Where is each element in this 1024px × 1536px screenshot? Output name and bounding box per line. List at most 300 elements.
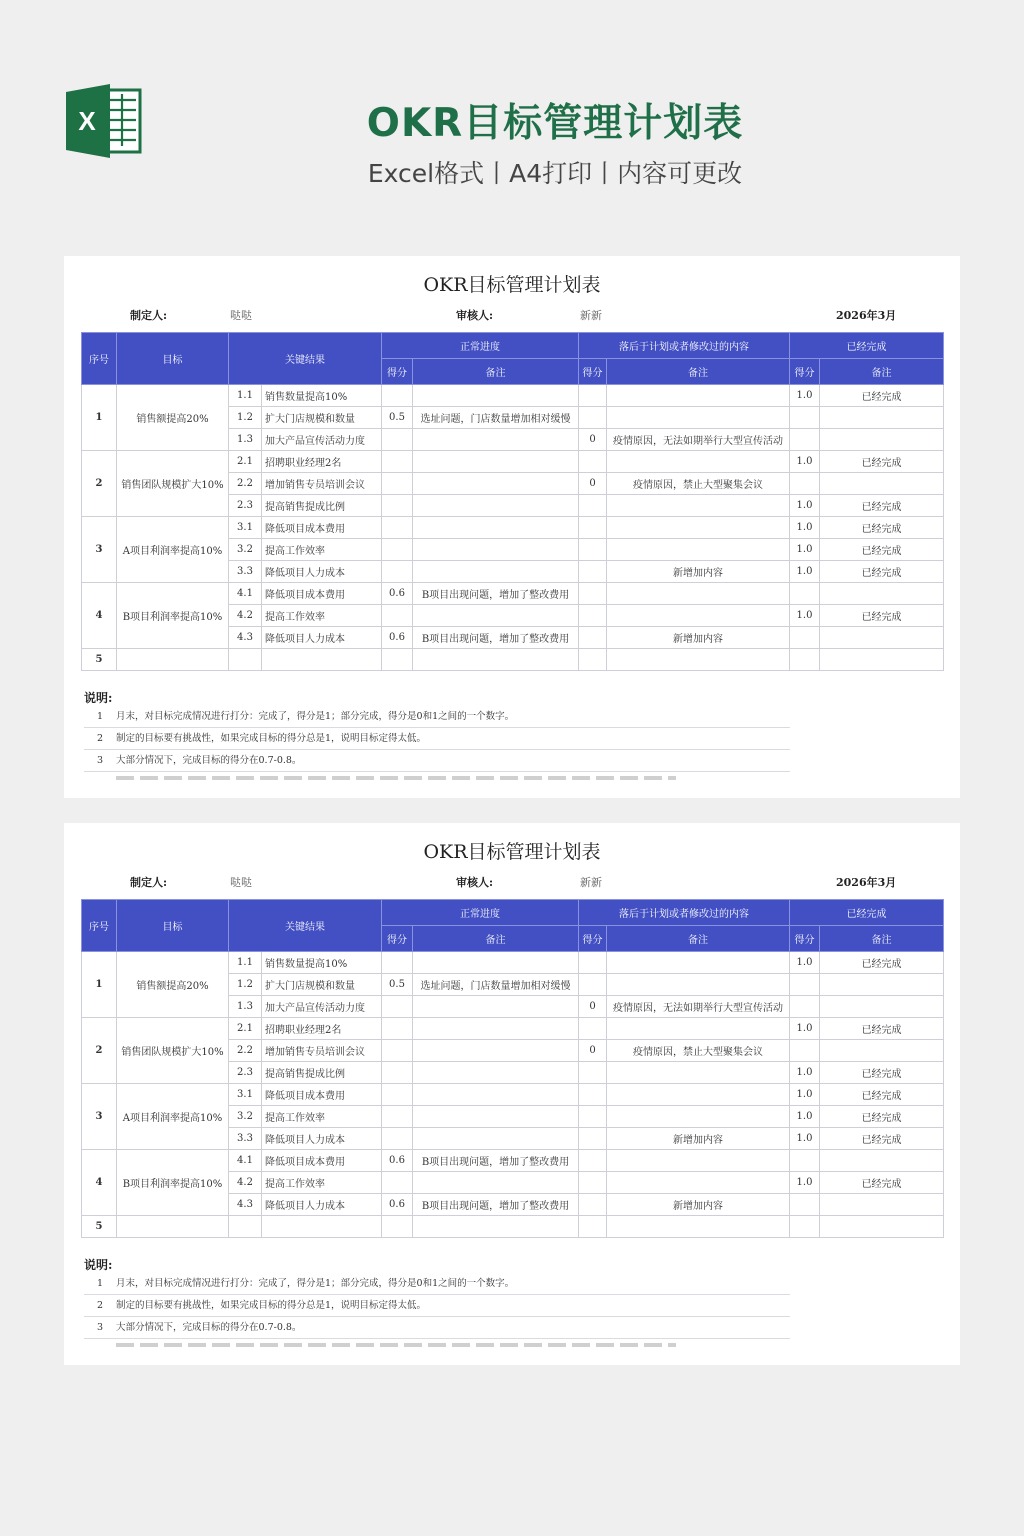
normal-remark-cell[interactable]: B项目出现问题，增加了整改费用 xyxy=(413,1194,579,1216)
behind-score-cell[interactable] xyxy=(579,1172,607,1194)
kr-cell[interactable]: 降低项目成本费用 xyxy=(262,1084,382,1106)
normal-score-cell[interactable] xyxy=(382,1172,413,1194)
behind-score-cell[interactable] xyxy=(579,1062,607,1084)
done-remark-cell[interactable]: 已经完成 xyxy=(820,517,944,539)
done-remark-cell[interactable]: 已经完成 xyxy=(820,605,944,627)
kr-cell[interactable]: 降低项目成本费用 xyxy=(262,1150,382,1172)
done-score-cell[interactable]: 1.0 xyxy=(790,1084,820,1106)
normal-remark-cell[interactable] xyxy=(413,1128,579,1150)
done-remark-cell[interactable]: 已经完成 xyxy=(820,1084,944,1106)
col-behind-remark: 备注 xyxy=(607,926,790,952)
normal-remark-cell[interactable] xyxy=(413,561,579,583)
okr-table xyxy=(81,899,944,1238)
seq-cell[interactable]: 2 xyxy=(82,1018,117,1084)
kr-no-cell[interactable]: 3.1 xyxy=(229,517,262,539)
kr-cell[interactable]: 加大产品宣传活动力度 xyxy=(262,429,382,451)
behind-score-cell[interactable] xyxy=(579,561,607,583)
normal-remark-cell[interactable]: B项目出现问题，增加了整改费用 xyxy=(413,583,579,605)
kr-cell[interactable]: 降低项目人力成本 xyxy=(262,1128,382,1150)
normal-remark-cell[interactable] xyxy=(413,1062,579,1084)
kr-cell[interactable]: 降低项目人力成本 xyxy=(262,627,382,649)
behind-score-cell[interactable] xyxy=(579,451,607,473)
done-remark-cell[interactable] xyxy=(820,649,944,671)
done-remark-cell[interactable]: 已经完成 xyxy=(820,1106,944,1128)
done-score-cell[interactable]: 1.0 xyxy=(790,605,820,627)
done-remark-cell[interactable]: 已经完成 xyxy=(820,1172,944,1194)
done-score-cell[interactable]: 1.0 xyxy=(790,495,820,517)
behind-score-cell[interactable] xyxy=(579,974,607,996)
behind-score-cell[interactable] xyxy=(579,1128,607,1150)
done-score-cell[interactable] xyxy=(790,1150,820,1172)
kr-no-cell[interactable]: 2.2 xyxy=(229,1040,262,1062)
kr-cell[interactable]: 提高工作效率 xyxy=(262,539,382,561)
done-remark-cell[interactable] xyxy=(820,1194,944,1216)
kr-cell[interactable]: 提高工作效率 xyxy=(262,1106,382,1128)
behind-score-cell[interactable]: 0 xyxy=(579,996,607,1018)
table-row xyxy=(82,517,944,539)
normal-score-cell[interactable] xyxy=(382,952,413,974)
sheet-title: OKR目标管理计划表 xyxy=(423,274,601,296)
normal-score-cell[interactable] xyxy=(382,473,413,495)
seq-cell[interactable]: 2 xyxy=(82,451,117,517)
behind-remark-cell[interactable]: 新增加内容 xyxy=(607,561,790,583)
note-text: 制定的目标要有挑战性，如果完成目标的得分总是1，说明目标定得太低。 xyxy=(116,1300,427,1311)
behind-remark-cell[interactable]: 新增加内容 xyxy=(607,1194,790,1216)
done-score-cell[interactable] xyxy=(790,627,820,649)
kr-cell[interactable]: 降低项目人力成本 xyxy=(262,561,382,583)
normal-remark-cell[interactable] xyxy=(413,385,579,407)
kr-cell[interactable]: 提高销售提成比例 xyxy=(262,1062,382,1084)
behind-score-cell[interactable] xyxy=(579,385,607,407)
normal-remark-cell[interactable]: B项目出现问题，增加了整改费用 xyxy=(413,627,579,649)
goal-cell[interactable]: 销售团队规模扩大10% xyxy=(117,451,229,517)
done-score-cell[interactable]: 1.0 xyxy=(790,952,820,974)
kr-cell[interactable]: 降低项目成本费用 xyxy=(262,583,382,605)
normal-remark-cell[interactable] xyxy=(413,1040,579,1062)
normal-score-cell[interactable] xyxy=(382,561,413,583)
kr-no-cell[interactable]: 2.1 xyxy=(229,1018,262,1040)
normal-score-cell[interactable] xyxy=(382,1040,413,1062)
behind-remark-cell[interactable] xyxy=(607,1106,790,1128)
kr-cell[interactable] xyxy=(262,649,382,671)
goal-cell[interactable]: 销售额提高20% xyxy=(117,385,229,451)
kr-cell[interactable]: 加大产品宣传活动力度 xyxy=(262,996,382,1018)
goal-cell[interactable] xyxy=(117,649,229,671)
date-label: 2026年3月 xyxy=(836,309,897,322)
behind-remark-cell[interactable] xyxy=(607,583,790,605)
col-done-score: 得分 xyxy=(790,926,820,952)
normal-remark-cell[interactable]: 选址问题，门店数量增加相对缓慢 xyxy=(413,407,579,429)
kr-no-cell[interactable]: 2.3 xyxy=(229,495,262,517)
done-remark-cell[interactable] xyxy=(820,429,944,451)
col-normal-remark: 备注 xyxy=(413,359,579,385)
reviewer-value: 新新 xyxy=(580,309,602,322)
kr-cell[interactable]: 降低项目人力成本 xyxy=(262,1194,382,1216)
done-score-cell[interactable]: 1.0 xyxy=(790,1062,820,1084)
svg-text:X: X xyxy=(78,106,96,136)
normal-score-cell[interactable] xyxy=(382,385,413,407)
okr-table xyxy=(81,332,944,671)
done-score-cell[interactable]: 1.0 xyxy=(790,561,820,583)
behind-remark-cell[interactable] xyxy=(607,952,790,974)
kr-cell[interactable]: 招聘职业经理2名 xyxy=(262,1018,382,1040)
normal-score-cell[interactable]: 0.5 xyxy=(382,974,413,996)
kr-cell[interactable]: 增加销售专员培训会议 xyxy=(262,1040,382,1062)
normal-score-cell[interactable] xyxy=(382,649,413,671)
note-line xyxy=(84,1273,790,1295)
done-remark-cell[interactable]: 已经完成 xyxy=(820,561,944,583)
normal-remark-cell[interactable] xyxy=(413,539,579,561)
normal-score-cell[interactable] xyxy=(382,1128,413,1150)
behind-remark-cell[interactable] xyxy=(607,1062,790,1084)
done-score-cell[interactable] xyxy=(790,996,820,1018)
behind-score-cell[interactable] xyxy=(579,649,607,671)
seq-cell[interactable]: 5 xyxy=(82,1216,117,1238)
done-remark-cell[interactable] xyxy=(820,473,944,495)
behind-remark-cell[interactable] xyxy=(607,1216,790,1238)
kr-no-cell[interactable] xyxy=(229,1216,262,1238)
col-key-results: 关键结果 xyxy=(229,900,382,952)
col-behind-score: 得分 xyxy=(579,359,607,385)
normal-remark-cell[interactable] xyxy=(413,1172,579,1194)
done-remark-cell[interactable]: 已经完成 xyxy=(820,1128,944,1150)
done-remark-cell[interactable]: 已经完成 xyxy=(820,1018,944,1040)
behind-score-cell[interactable] xyxy=(579,627,607,649)
seq-cell[interactable]: 1 xyxy=(82,385,117,451)
done-remark-cell[interactable] xyxy=(820,583,944,605)
behind-remark-cell[interactable]: 新增加内容 xyxy=(607,1128,790,1150)
kr-no-cell[interactable]: 2.3 xyxy=(229,1062,262,1084)
normal-score-cell[interactable] xyxy=(382,1216,413,1238)
done-score-cell[interactable]: 1.0 xyxy=(790,1172,820,1194)
note-number: 3 xyxy=(96,1322,104,1333)
behind-remark-cell[interactable]: 疫情原因，无法如期举行大型宣传活动 xyxy=(607,429,790,451)
behind-score-cell[interactable] xyxy=(579,1150,607,1172)
goal-cell[interactable]: 销售额提高20% xyxy=(117,952,229,1018)
note-line xyxy=(84,1295,790,1317)
done-remark-cell[interactable] xyxy=(820,996,944,1018)
done-remark-cell[interactable] xyxy=(820,1040,944,1062)
done-score-cell[interactable] xyxy=(790,649,820,671)
behind-score-cell[interactable]: 0 xyxy=(579,473,607,495)
maker-value: 哒哒 xyxy=(230,876,252,889)
kr-no-cell[interactable]: 1.2 xyxy=(229,407,262,429)
goal-cell[interactable] xyxy=(117,1216,229,1238)
behind-score-cell[interactable] xyxy=(579,1018,607,1040)
behind-score-cell[interactable] xyxy=(579,583,607,605)
kr-cell[interactable]: 增加销售专员培训会议 xyxy=(262,473,382,495)
truncated-note xyxy=(116,776,676,780)
normal-score-cell[interactable] xyxy=(382,1018,413,1040)
done-score-cell[interactable]: 1.0 xyxy=(790,1128,820,1150)
date-label: 2026年3月 xyxy=(836,876,897,889)
behind-score-cell[interactable] xyxy=(579,1194,607,1216)
kr-cell[interactable]: 扩大门店规模和数量 xyxy=(262,974,382,996)
done-remark-cell[interactable] xyxy=(820,1216,944,1238)
normal-score-cell[interactable] xyxy=(382,539,413,561)
table-row xyxy=(82,1150,944,1172)
done-score-cell[interactable] xyxy=(790,1216,820,1238)
normal-score-cell[interactable] xyxy=(382,1062,413,1084)
col-done: 已经完成 xyxy=(790,333,944,359)
behind-remark-cell[interactable] xyxy=(607,407,790,429)
kr-cell[interactable]: 销售数量提高10% xyxy=(262,385,382,407)
normal-score-cell[interactable] xyxy=(382,517,413,539)
col-key-results: 关键结果 xyxy=(229,333,382,385)
kr-no-cell[interactable]: 4.2 xyxy=(229,1172,262,1194)
kr-no-cell[interactable]: 4.1 xyxy=(229,583,262,605)
done-score-cell[interactable] xyxy=(790,429,820,451)
behind-remark-cell[interactable] xyxy=(607,385,790,407)
done-score-cell[interactable] xyxy=(790,473,820,495)
done-remark-cell[interactable]: 已经完成 xyxy=(820,952,944,974)
kr-no-cell[interactable]: 3.3 xyxy=(229,561,262,583)
behind-remark-cell[interactable] xyxy=(607,517,790,539)
kr-no-cell[interactable]: 2.1 xyxy=(229,451,262,473)
behind-remark-cell[interactable] xyxy=(607,1150,790,1172)
kr-no-cell[interactable]: 1.2 xyxy=(229,974,262,996)
col-goal: 目标 xyxy=(117,333,229,385)
note-number: 3 xyxy=(96,755,104,766)
done-score-cell[interactable]: 1.0 xyxy=(790,539,820,561)
done-score-cell[interactable] xyxy=(790,583,820,605)
seq-cell[interactable]: 4 xyxy=(82,583,117,649)
kr-no-cell[interactable]: 2.2 xyxy=(229,473,262,495)
note-text: 制定的目标要有挑战性，如果完成目标的得分总是1，说明目标定得太低。 xyxy=(116,733,427,744)
normal-remark-cell[interactable] xyxy=(413,1216,579,1238)
col-normal-score: 得分 xyxy=(382,359,413,385)
kr-cell[interactable] xyxy=(262,1216,382,1238)
behind-score-cell[interactable] xyxy=(579,407,607,429)
behind-score-cell[interactable] xyxy=(579,605,607,627)
sheet-title: OKR目标管理计划表 xyxy=(423,841,601,863)
behind-score-cell[interactable]: 0 xyxy=(579,1040,607,1062)
done-score-cell[interactable]: 1.0 xyxy=(790,517,820,539)
done-score-cell[interactable]: 1.0 xyxy=(790,385,820,407)
col-normal-score: 得分 xyxy=(382,926,413,952)
done-remark-cell[interactable]: 已经完成 xyxy=(820,495,944,517)
behind-remark-cell[interactable] xyxy=(607,451,790,473)
hero-subtitle: Excel格式丨A4打印丨内容可更改 xyxy=(367,159,743,188)
note-text: 月末，对目标完成情况进行打分：完成了，得分是1；部分完成，得分是0和1之间的一个数字。 xyxy=(116,711,515,722)
goal-cell[interactable]: B项目利润率提高10% xyxy=(117,583,229,649)
behind-remark-cell[interactable] xyxy=(607,649,790,671)
note-line xyxy=(84,706,790,728)
normal-score-cell[interactable]: 0.5 xyxy=(382,407,413,429)
done-score-cell[interactable]: 1.0 xyxy=(790,1106,820,1128)
normal-score-cell[interactable] xyxy=(382,429,413,451)
done-remark-cell[interactable]: 已经完成 xyxy=(820,451,944,473)
behind-remark-cell[interactable]: 疫情原因，无法如期举行大型宣传活动 xyxy=(607,996,790,1018)
behind-remark-cell[interactable]: 新增加内容 xyxy=(607,627,790,649)
note-number: 2 xyxy=(96,733,104,744)
goal-cell[interactable]: A项目利润率提高10% xyxy=(117,517,229,583)
notes-heading: 说明: xyxy=(84,691,113,705)
note-line xyxy=(84,750,790,772)
normal-score-cell[interactable]: 0.6 xyxy=(382,627,413,649)
kr-no-cell[interactable]: 3.2 xyxy=(229,539,262,561)
kr-no-cell[interactable]: 4.1 xyxy=(229,1150,262,1172)
behind-score-cell[interactable] xyxy=(579,1084,607,1106)
normal-remark-cell[interactable]: B项目出现问题，增加了整改费用 xyxy=(413,1150,579,1172)
normal-score-cell[interactable]: 0.6 xyxy=(382,1194,413,1216)
normal-score-cell[interactable] xyxy=(382,996,413,1018)
kr-no-cell[interactable]: 1.3 xyxy=(229,996,262,1018)
kr-no-cell[interactable] xyxy=(229,649,262,671)
normal-remark-cell[interactable] xyxy=(413,1106,579,1128)
col-goal: 目标 xyxy=(117,900,229,952)
done-remark-cell[interactable]: 已经完成 xyxy=(820,539,944,561)
normal-score-cell[interactable]: 0.6 xyxy=(382,583,413,605)
done-remark-cell[interactable]: 已经完成 xyxy=(820,1062,944,1084)
done-score-cell[interactable] xyxy=(790,1194,820,1216)
kr-cell[interactable]: 降低项目成本费用 xyxy=(262,517,382,539)
done-remark-cell[interactable] xyxy=(820,974,944,996)
behind-score-cell[interactable] xyxy=(579,539,607,561)
kr-no-cell[interactable]: 3.3 xyxy=(229,1128,262,1150)
kr-cell[interactable]: 提高工作效率 xyxy=(262,605,382,627)
kr-no-cell[interactable]: 1.1 xyxy=(229,952,262,974)
col-done: 已经完成 xyxy=(790,900,944,926)
note-line xyxy=(84,1317,790,1339)
normal-remark-cell[interactable] xyxy=(413,996,579,1018)
kr-no-cell[interactable]: 1.1 xyxy=(229,385,262,407)
kr-cell[interactable]: 扩大门店规模和数量 xyxy=(262,407,382,429)
col-normal: 正常进度 xyxy=(382,900,579,926)
behind-score-cell[interactable] xyxy=(579,517,607,539)
note-text: 大部分情况下，完成目标的得分在0.7-0.8。 xyxy=(116,1322,302,1333)
seq-cell[interactable]: 5 xyxy=(82,649,117,671)
kr-no-cell[interactable]: 3.1 xyxy=(229,1084,262,1106)
truncated-note xyxy=(116,1343,676,1347)
table-row xyxy=(82,952,944,974)
col-behind: 落后于计划或者修改过的内容 xyxy=(579,900,790,926)
col-done-remark: 备注 xyxy=(820,926,944,952)
sheet-preview-2 xyxy=(64,823,960,1365)
table-row xyxy=(82,583,944,605)
table-row xyxy=(82,1216,944,1238)
behind-remark-cell[interactable] xyxy=(607,539,790,561)
kr-no-cell[interactable]: 4.3 xyxy=(229,627,262,649)
notes-heading: 说明: xyxy=(84,1258,113,1272)
hero-banner xyxy=(0,0,1024,240)
normal-score-cell[interactable] xyxy=(382,1106,413,1128)
normal-score-cell[interactable] xyxy=(382,495,413,517)
normal-score-cell[interactable] xyxy=(382,1084,413,1106)
done-score-cell[interactable]: 1.0 xyxy=(790,451,820,473)
col-seq: 序号 xyxy=(82,900,117,952)
hero-title: OKR目标管理计划表 xyxy=(366,101,744,146)
maker-value: 哒哒 xyxy=(230,309,252,322)
normal-score-cell[interactable] xyxy=(382,605,413,627)
note-text: 月末，对目标完成情况进行打分：完成了，得分是1；部分完成，得分是0和1之间的一个数字。 xyxy=(116,1278,515,1289)
behind-remark-cell[interactable] xyxy=(607,1172,790,1194)
kr-cell[interactable]: 提高工作效率 xyxy=(262,1172,382,1194)
note-number: 1 xyxy=(96,711,104,722)
reviewer-value: 新新 xyxy=(580,876,602,889)
maker-label: 制定人: xyxy=(130,309,168,322)
normal-remark-cell[interactable] xyxy=(413,1018,579,1040)
normal-remark-cell[interactable] xyxy=(413,451,579,473)
seq-cell[interactable]: 1 xyxy=(82,952,117,1018)
behind-remark-cell[interactable] xyxy=(607,1018,790,1040)
goal-cell[interactable]: A项目利润率提高10% xyxy=(117,1084,229,1150)
behind-score-cell[interactable] xyxy=(579,1216,607,1238)
kr-cell[interactable]: 提高销售提成比例 xyxy=(262,495,382,517)
note-text: 大部分情况下，完成目标的得分在0.7-0.8。 xyxy=(116,755,302,766)
col-done-remark: 备注 xyxy=(820,359,944,385)
normal-remark-cell[interactable] xyxy=(413,649,579,671)
normal-remark-cell[interactable] xyxy=(413,517,579,539)
normal-remark-cell[interactable]: 选址问题，门店数量增加相对缓慢 xyxy=(413,974,579,996)
done-score-cell[interactable] xyxy=(790,1040,820,1062)
col-normal: 正常进度 xyxy=(382,333,579,359)
note-number: 2 xyxy=(96,1300,104,1311)
table-row xyxy=(82,451,944,473)
behind-score-cell[interactable] xyxy=(579,952,607,974)
kr-no-cell[interactable]: 4.3 xyxy=(229,1194,262,1216)
normal-score-cell[interactable]: 0.6 xyxy=(382,1150,413,1172)
behind-remark-cell[interactable]: 疫情原因，禁止大型聚集会议 xyxy=(607,473,790,495)
done-score-cell[interactable] xyxy=(790,407,820,429)
col-seq: 序号 xyxy=(82,333,117,385)
col-normal-remark: 备注 xyxy=(413,926,579,952)
maker-label: 制定人: xyxy=(130,876,168,889)
kr-no-cell[interactable]: 1.3 xyxy=(229,429,262,451)
goal-cell[interactable]: 销售团队规模扩大10% xyxy=(117,1018,229,1084)
goal-cell[interactable]: B项目利润率提高10% xyxy=(117,1150,229,1216)
col-behind-score: 得分 xyxy=(579,926,607,952)
done-remark-cell[interactable] xyxy=(820,407,944,429)
normal-score-cell[interactable] xyxy=(382,451,413,473)
normal-remark-cell[interactable] xyxy=(413,952,579,974)
note-number: 1 xyxy=(96,1278,104,1289)
kr-no-cell[interactable]: 4.2 xyxy=(229,605,262,627)
behind-remark-cell[interactable] xyxy=(607,605,790,627)
behind-score-cell[interactable] xyxy=(579,1106,607,1128)
behind-remark-cell[interactable] xyxy=(607,974,790,996)
seq-cell[interactable]: 3 xyxy=(82,1084,117,1150)
behind-score-cell[interactable]: 0 xyxy=(579,429,607,451)
table-row xyxy=(82,649,944,671)
normal-remark-cell[interactable] xyxy=(413,495,579,517)
seq-cell[interactable]: 3 xyxy=(82,517,117,583)
done-remark-cell[interactable]: 已经完成 xyxy=(820,385,944,407)
kr-cell[interactable]: 销售数量提高10% xyxy=(262,952,382,974)
seq-cell[interactable]: 4 xyxy=(82,1150,117,1216)
normal-remark-cell[interactable] xyxy=(413,605,579,627)
normal-remark-cell[interactable] xyxy=(413,1084,579,1106)
done-remark-cell[interactable] xyxy=(820,1150,944,1172)
done-remark-cell[interactable] xyxy=(820,627,944,649)
normal-remark-cell[interactable] xyxy=(413,473,579,495)
reviewer-label: 审核人: xyxy=(456,876,494,889)
col-behind-remark: 备注 xyxy=(607,359,790,385)
done-score-cell[interactable] xyxy=(790,974,820,996)
excel-icon xyxy=(66,84,142,158)
behind-score-cell[interactable] xyxy=(579,495,607,517)
normal-remark-cell[interactable] xyxy=(413,429,579,451)
behind-remark-cell[interactable] xyxy=(607,1084,790,1106)
kr-cell[interactable]: 招聘职业经理2名 xyxy=(262,451,382,473)
table-row xyxy=(82,1018,944,1040)
behind-remark-cell[interactable]: 疫情原因，禁止大型聚集会议 xyxy=(607,1040,790,1062)
done-score-cell[interactable]: 1.0 xyxy=(790,1018,820,1040)
sheet-preview xyxy=(64,256,960,798)
behind-remark-cell[interactable] xyxy=(607,495,790,517)
kr-no-cell[interactable]: 3.2 xyxy=(229,1106,262,1128)
table-row xyxy=(82,1084,944,1106)
